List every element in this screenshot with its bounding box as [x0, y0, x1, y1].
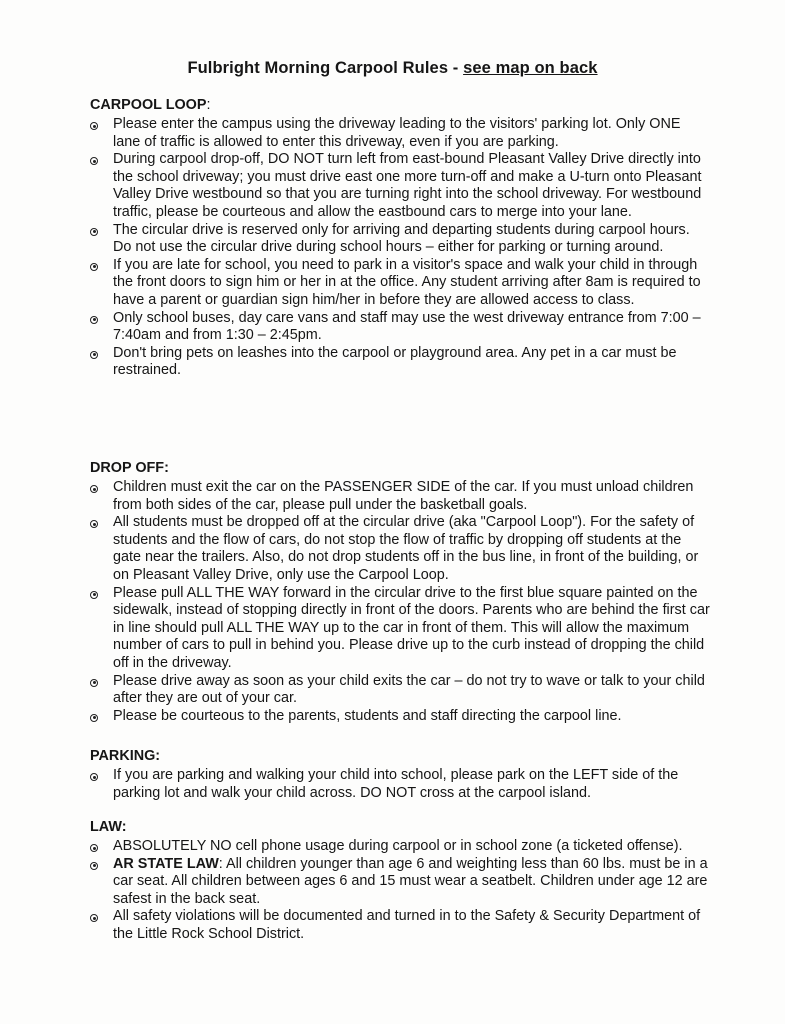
list-item: AR STATE LAW: All children younger than age 6 and weighting less than 60 lbs. must be in a car seat. All children between ages 6 and 15 must wear a seatbelt. Children under age 12 are safest in the back seat.	[90, 856, 710, 909]
bullet-icon	[90, 485, 98, 493]
list-item: If you are late for school, you need to park in a visitor's space and walk your child in through the front doors to sign him or her in at the office. Any student arriving after 8am is required to have a parent or guardian sign him/her in before they are allowed access to class.	[90, 257, 710, 310]
page-title	[0, 59, 785, 78]
bullet-icon	[90, 263, 98, 271]
bullet-icon	[90, 773, 98, 781]
section-carpool-loop	[90, 96, 710, 380]
list-item: Please drive away as soon as your child exits the car – do not try to wave or talk to your child after they are out of your car.	[90, 673, 710, 708]
bullet-icon	[90, 520, 98, 528]
bullet-icon	[90, 914, 98, 922]
bullet-icon	[90, 228, 98, 236]
bullet-icon	[90, 157, 98, 165]
list-item: ABSOLUTELY NO cell phone usage during carpool or in school zone (a ticketed offense).	[90, 838, 710, 856]
list-item: Children must exit the car on the PASSENGER SIDE of the car. If you must unload children from both sides of the car, please pull under the basketball goals.	[90, 479, 710, 514]
list-item: Please pull ALL THE WAY forward in the circular drive to the first blue square painted on the sidewalk, instead of stopping directly in front of the doors. Parents who are behind the first car in line should pull ALL THE WAY up to the car in front of them. This will allow the maximum number of cars to pull in behind you. Please drive up to the curb instead of dropping the child off in the driveway.	[90, 585, 710, 673]
section-heading: PARKING:	[90, 748, 161, 764]
bullet-icon	[90, 714, 98, 722]
list-item: Please enter the campus using the driveway leading to the visitors' parking lot. Only ONE lane of traffic is allowed to enter this driveway, even if you are parking.	[90, 116, 710, 151]
bullet-icon	[90, 591, 98, 599]
see-map-link[interactable]: see map on back	[463, 59, 598, 77]
list-item: During carpool drop-off, DO NOT turn left from east-bound Pleasant Valley Drive directly into the school driveway; you must drive east one more turn-off and make a U-turn onto Pleasant Valley Drive westbound so that you are turning right into the school driveway. For westbound traffic, please be courteous and allow the eastbound cars to merge into your lane.	[90, 151, 710, 221]
bullet-icon	[90, 122, 98, 130]
bullet-icon	[90, 862, 98, 870]
bullet-icon	[90, 351, 98, 359]
section-heading: DROP OFF:	[90, 460, 169, 476]
list-item: If you are parking and walking your child into school, please park on the LEFT side of the parking lot and walk your child across. DO NOT cross at the carpool island.	[90, 767, 710, 802]
bullet-icon	[90, 679, 98, 687]
list-item: Only school buses, day care vans and staff may use the west driveway entrance from 7:00 – 7:40am and from 1:30 – 2:45pm.	[90, 310, 710, 345]
bullet-icon	[90, 316, 98, 324]
section-drop-off	[90, 459, 710, 725]
list-item: The circular drive is reserved only for arriving and departing students during carpool hours. Do not use the circular drive during school hours – either for parking or turning around.	[90, 222, 710, 257]
list-item: All safety violations will be documented and turned in to the Safety & Security Department of the Little Rock School District.	[90, 908, 710, 943]
list-item: Don't bring pets on leashes into the carpool or playground area. Any pet in a car must be restrained.	[90, 345, 710, 380]
list-item: Please be courteous to the parents, students and staff directing the carpool line.	[90, 708, 710, 726]
title-main: Fulbright Morning Carpool Rules -	[187, 59, 464, 77]
list-item: All students must be dropped off at the circular drive (aka "Carpool Loop"). For the safety of students and the flow of cars, do not stop the flow of traffic by dropping off students at the gate near the trailers. Also, do not drop students off in the bus line, in front of the building, or on Pleasant Valley Drive, only use the Carpool Loop.	[90, 514, 710, 584]
section-parking	[90, 747, 710, 802]
state-law-label: AR STATE LAW	[113, 855, 219, 872]
bullet-icon	[90, 844, 98, 852]
section-heading: CARPOOL LOOP:	[90, 97, 211, 113]
section-heading: LAW:	[90, 819, 127, 835]
section-law	[90, 818, 710, 944]
